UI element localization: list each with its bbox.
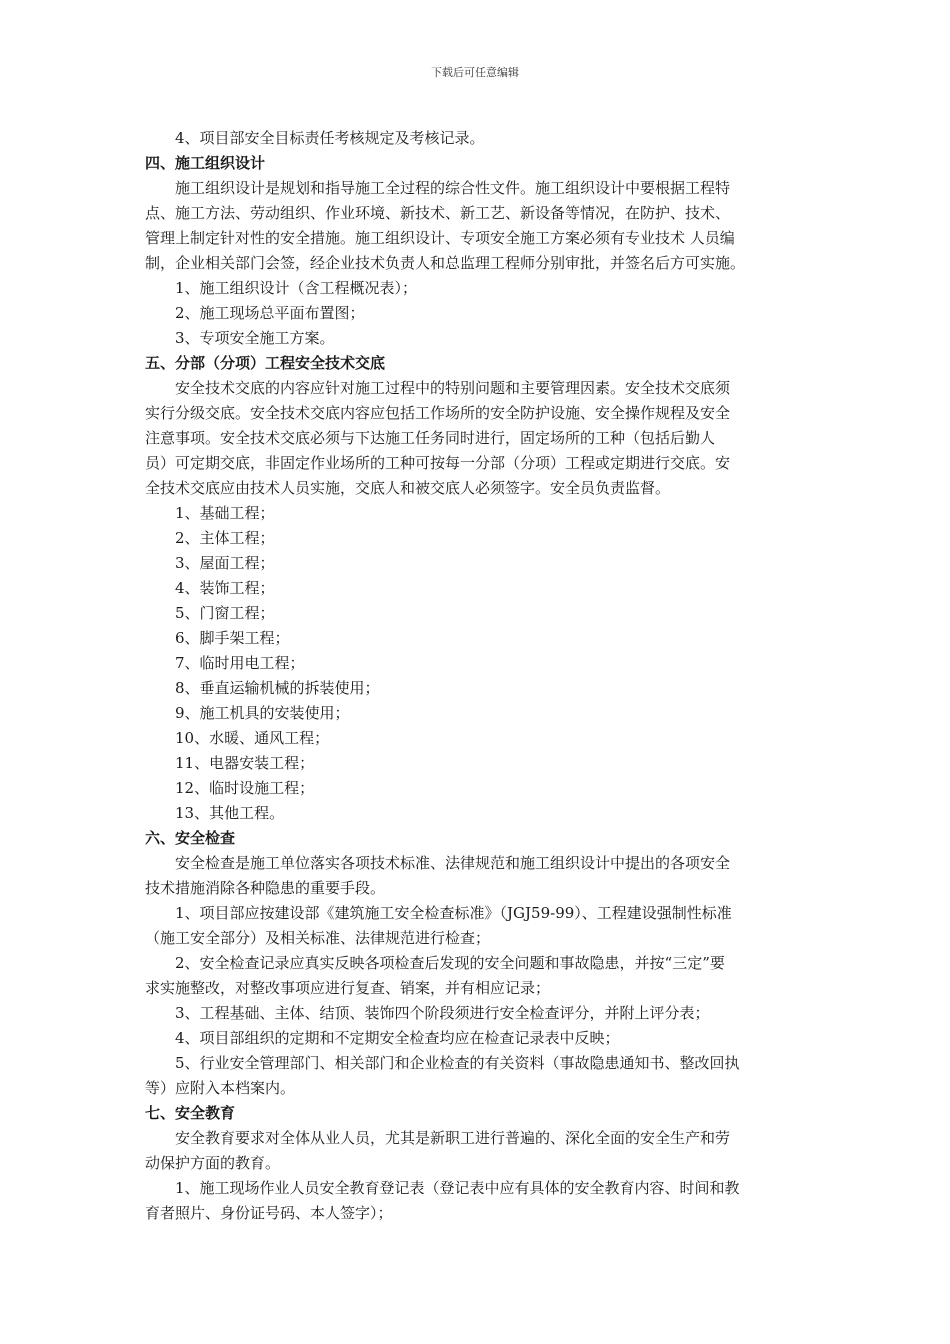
paragraph (145, 1176, 807, 1226)
paragraph-line: 动保护方面的教育。 (145, 1154, 281, 1172)
list-item: 5、门窗工程； (175, 604, 275, 622)
document-body (145, 126, 807, 1226)
list-item: 1、施工组织设计（含工程概况表）； (175, 279, 418, 297)
list-item: 10、水暖、通风工程； (175, 729, 330, 747)
list-item: 3、屋面工程； (175, 554, 275, 572)
paragraph-line: 员）可定期交底，非固定作业场所的工种可按每一分部（分项）工程或定期进行交底。安 (145, 454, 731, 472)
paragraph-line: 求实施整改，对整改事项应进行复查、销案，并有相应记录； (145, 979, 551, 997)
paragraph (145, 176, 807, 276)
list-item: 12、临时设施工程； (175, 779, 315, 797)
paragraph-line: 实行分级交底。安全技术交底内容应包括工作场所的安全防护设施、安全操作规程及安全 (145, 404, 731, 422)
paragraph-line: 点、施工方法、劳动组织、作业环境、新技术、新工艺、新设备等情况，在防护、技术、 (145, 204, 731, 222)
paragraph-line: 育者照片、身份证号码、本人签字）； (145, 1204, 393, 1222)
page-header: 下载后可任意编辑 (431, 66, 519, 79)
list-item: 2、主体工程； (175, 529, 275, 547)
list-item: 13、其他工程。 (175, 804, 285, 822)
paragraph-line: 管理上制定针对性的安全措施。施工组织设计、专项安全施工方案必须有专业技术 人员编 (145, 229, 735, 247)
paragraph-line: 1、项目部应按建设部《建筑施工安全检查标准》（JGJ59-99）、工程建设强制性标准 (175, 904, 732, 922)
list-item: 6、脚手架工程； (175, 629, 290, 647)
paragraph-line: 安全教育要求对全体从业人员，尤其是新职工进行普遍的、深化全面的安全生产和劳 (175, 1129, 731, 1147)
section-heading: 四、施工组织设计 (145, 154, 266, 172)
paragraph-line: 安全检查是施工单位落实各项技术标准、法律规范和施工组织设计中提出的各项安全 (175, 854, 731, 872)
paragraph-line: 安全技术交底的内容应针对施工过程中的特别问题和主要管理因素。安全技术交底须 (175, 379, 731, 397)
paragraph (145, 951, 807, 1001)
paragraph (145, 376, 807, 501)
paragraph-line: 2、安全检查记录应真实反映各项检查后发现的安全问题和事故隐患，并按“三定”要 (175, 954, 725, 972)
list-item: 4、项目部组织的定期和不定期安全检查均应在检查记录表中反映； (175, 1029, 620, 1047)
list-item: 1、基础工程； (175, 504, 275, 522)
list-item: 3、工程基础、主体、结顶、装饰四个阶段须进行安全检查评分，并附上评分表； (175, 1004, 710, 1022)
paragraph (145, 1126, 807, 1176)
paragraph-line: 施工组织设计是规划和指导施工全过程的综合性文件。施工组织设计中要根据工程特 (175, 179, 731, 197)
paragraph-line: 全技术交底应由技术人员实施，交底人和被交底人必须签字。安全员负责监督。 (145, 479, 671, 497)
paragraph (145, 851, 807, 901)
list-item: 9、施工机具的安装使用； (175, 704, 350, 722)
paragraph (145, 1051, 807, 1101)
paragraph-line: 注意事项。安全技术交底必须与下达施工任务同时进行，固定场所的工种（包括后勤人 (145, 429, 716, 447)
paragraph-line: 等）应附入本档案内。 (145, 1079, 296, 1097)
paragraph (145, 901, 807, 951)
section-heading: 五、分部（分项）工程安全技术交底 (145, 354, 386, 372)
list-item: 3、专项安全施工方案。 (175, 329, 335, 347)
paragraph-line: 技术措施消除各种隐患的重要手段。 (145, 879, 386, 897)
paragraph-line: 制，企业相关部门会签，经企业技术负责人和总监理工程师分别审批，并签名后方可实施。 (145, 254, 746, 272)
paragraph-line: （施工安全部分）及相关标准、法律规范进行检查； (145, 929, 491, 947)
list-item: 2、施工现场总平面布置图； (175, 304, 365, 322)
section-heading: 七、安全教育 (145, 1104, 236, 1122)
list-item: 11、电器安装工程； (175, 754, 315, 772)
list-item: 8、垂直运输机械的拆装使用； (175, 679, 380, 697)
paragraph-line: 5、行业安全管理部门、相关部门和企业检查的有关资料（事故隐患通知书、整改回执 (175, 1054, 740, 1072)
list-item: 4、项目部安全目标责任考核规定及考核记录。 (175, 129, 485, 147)
list-item: 7、临时用电工程； (175, 654, 305, 672)
list-item: 4、装饰工程； (175, 579, 275, 597)
section-heading: 六、安全检查 (145, 829, 236, 847)
paragraph-line: 1、施工现场作业人员安全教育登记表（登记表中应有具体的安全教育内容、时间和教 (175, 1179, 740, 1197)
